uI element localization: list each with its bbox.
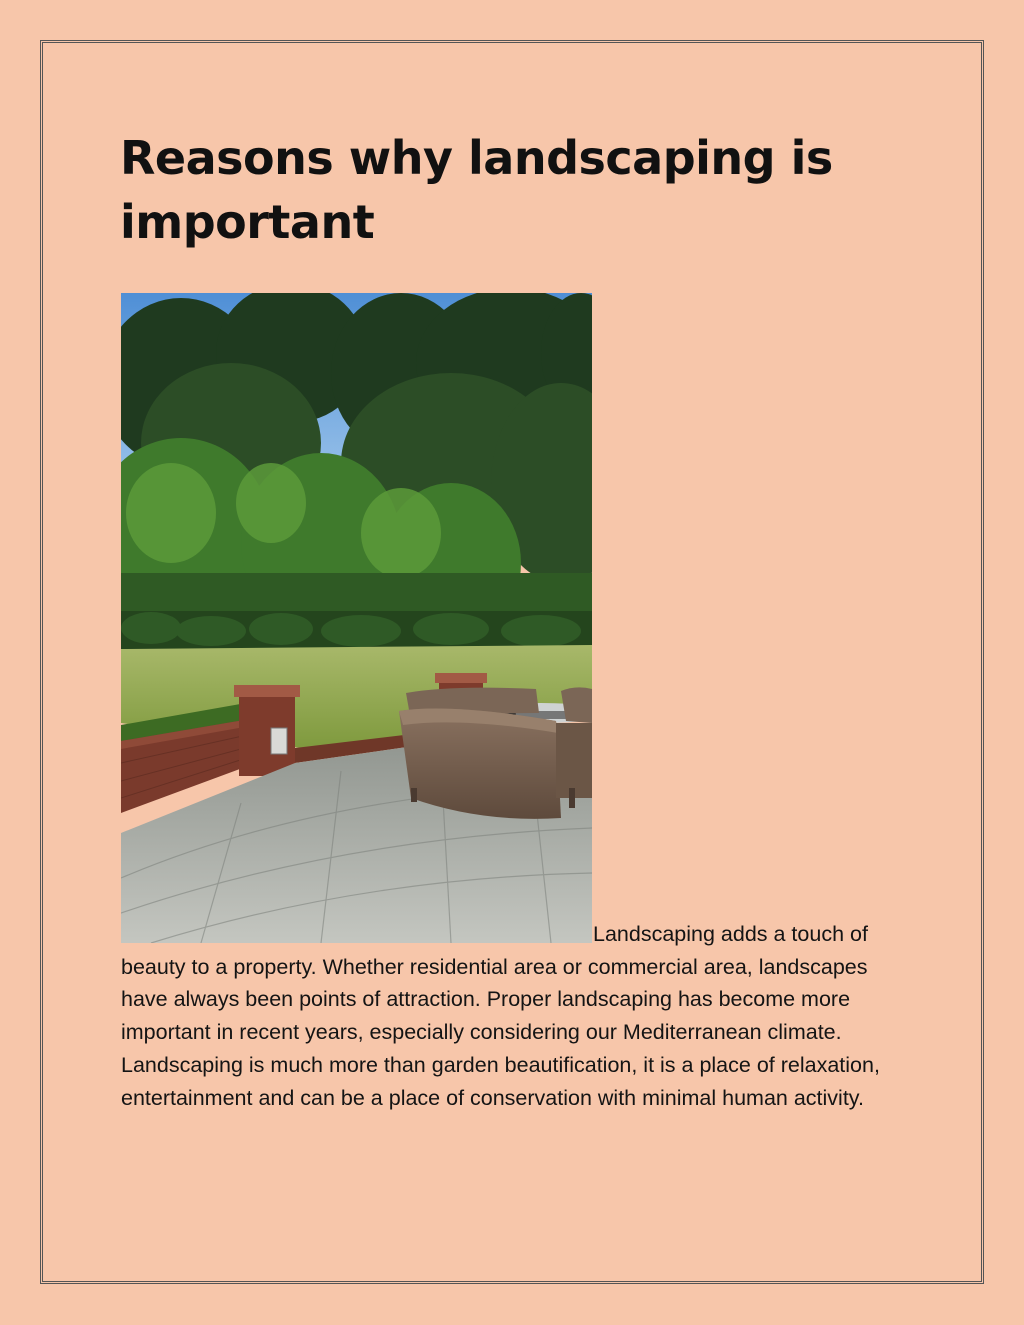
image-wrap-spacer [121,918,593,920]
page-title: Reasons why landscaping is important [120,131,833,249]
body-paragraph-text: Landscaping adds a touch of beauty to a property. Whether residential area or commercial area, landscapes have always been points of attraction. Proper landscaping has become more important in recent years, especially considering our Mediterranean climate. Landscaping is much more than garden beautification, it is a place of relaxation, entertainment and can be a place of conservation with minimal human activity. [121,922,880,1110]
garden-photo-illustration [121,293,592,943]
garden-photo [121,293,592,943]
body-paragraph [121,918,901,1114]
